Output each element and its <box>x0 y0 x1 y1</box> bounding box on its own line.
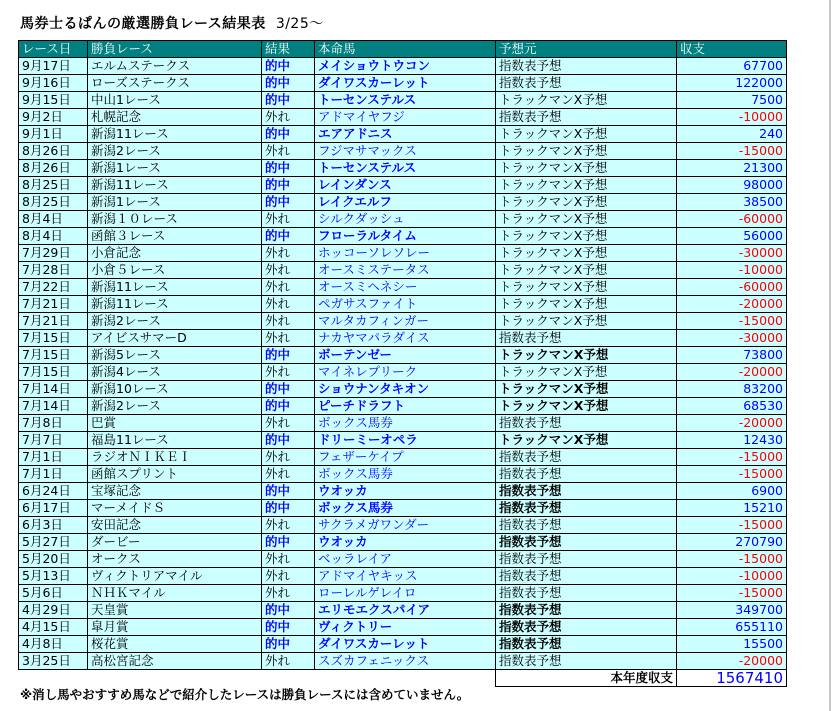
source-cell: トラックマンX予想 <box>496 92 677 109</box>
date-cell: 8月4日 <box>19 228 88 245</box>
race-cell: 小倉記念 <box>88 245 262 262</box>
amount-cell: -15000 <box>677 143 787 160</box>
amount-cell: 240 <box>677 126 787 143</box>
table-row <box>19 211 787 228</box>
horse-cell: ボックス馬券 <box>315 466 496 483</box>
results-table <box>18 40 787 687</box>
result-cell: 的中 <box>262 126 315 143</box>
date-cell: 9月17日 <box>19 58 88 75</box>
race-cell: 皐月賞 <box>88 619 262 636</box>
date-cell: 9月15日 <box>19 92 88 109</box>
race-cell: 巴賞 <box>88 415 262 432</box>
horse-cell: ローレルゲレイロ <box>315 585 496 602</box>
table-row <box>19 58 787 75</box>
amount-cell: 270790 <box>677 534 787 551</box>
horse-cell: スズカフェニックス <box>315 653 496 670</box>
result-cell: 外れ <box>262 551 315 568</box>
date-cell: 4月15日 <box>19 619 88 636</box>
horse-cell: ホッコーソレソレー <box>315 245 496 262</box>
amount-cell: -10000 <box>677 262 787 279</box>
date-cell: 3月25日 <box>19 653 88 670</box>
amount-cell: 7500 <box>677 92 787 109</box>
amount-cell: 655110 <box>677 619 787 636</box>
source-cell: トラックマンX予想 <box>496 143 677 160</box>
result-cell: 外れ <box>262 211 315 228</box>
amount-cell: -15000 <box>677 551 787 568</box>
title-date: 3/25～ <box>275 16 324 32</box>
table-row <box>19 398 787 415</box>
horse-cell: アドマイヤキッス <box>315 568 496 585</box>
race-cell: 新潟1レース <box>88 194 262 211</box>
amount-cell: -30000 <box>677 245 787 262</box>
horse-cell: サクラメガワンダー <box>315 517 496 534</box>
horse-cell: トーセンステルス <box>315 160 496 177</box>
race-cell: 新潟1レース <box>88 160 262 177</box>
header-race: 勝負レース <box>88 41 262 58</box>
race-cell: 宝塚記念 <box>88 483 262 500</box>
source-cell: 指数表予想 <box>496 653 677 670</box>
source-cell: 指数表予想 <box>496 585 677 602</box>
race-cell: 桜花賞 <box>88 636 262 653</box>
date-cell: 7月1日 <box>19 466 88 483</box>
race-cell: 函館３レース <box>88 228 262 245</box>
result-cell: 的中 <box>262 58 315 75</box>
header-horse: 本命馬 <box>315 41 496 58</box>
source-cell: トラックマンX予想 <box>496 177 677 194</box>
amount-cell: 68530 <box>677 398 787 415</box>
amount-cell: 122000 <box>677 75 787 92</box>
table-row <box>19 245 787 262</box>
date-cell: 7月15日 <box>19 364 88 381</box>
date-cell: 8月25日 <box>19 177 88 194</box>
table-row <box>19 262 787 279</box>
amount-cell: -20000 <box>677 653 787 670</box>
source-cell: トラックマンX予想 <box>496 194 677 211</box>
race-cell: 新潟5レース <box>88 347 262 364</box>
race-cell: 安田記念 <box>88 517 262 534</box>
date-cell: 5月6日 <box>19 585 88 602</box>
result-cell: 外れ <box>262 415 315 432</box>
source-cell: 指数表予想 <box>496 602 677 619</box>
date-cell: 7月28日 <box>19 262 88 279</box>
horse-cell: ウオッカ <box>315 534 496 551</box>
horse-cell: エリモエクスパイア <box>315 602 496 619</box>
horse-cell: オースミヘネシー <box>315 279 496 296</box>
race-cell: 札幌記念 <box>88 109 262 126</box>
date-cell: 7月21日 <box>19 296 88 313</box>
race-cell: 新潟2レース <box>88 398 262 415</box>
source-cell: トラックマンX予想 <box>496 381 677 398</box>
source-cell: 指数表予想 <box>496 500 677 517</box>
table-row <box>19 534 787 551</box>
date-cell: 6月24日 <box>19 483 88 500</box>
date-cell: 5月13日 <box>19 568 88 585</box>
race-cell: 新潟11レース <box>88 279 262 296</box>
horse-cell: レインダンス <box>315 177 496 194</box>
date-cell: 8月26日 <box>19 160 88 177</box>
date-cell: 7月14日 <box>19 381 88 398</box>
race-cell: ラジオＮＩＫＥＩ <box>88 449 262 466</box>
date-cell: 4月29日 <box>19 602 88 619</box>
amount-cell: -30000 <box>677 330 787 347</box>
table-row <box>19 126 787 143</box>
result-cell: 的中 <box>262 194 315 211</box>
race-cell: ダービー <box>88 534 262 551</box>
race-cell: ＮＨＫマイル <box>88 585 262 602</box>
source-cell: 指数表予想 <box>496 517 677 534</box>
date-cell: 5月20日 <box>19 551 88 568</box>
result-cell: 的中 <box>262 347 315 364</box>
source-cell: 指数表予想 <box>496 75 677 92</box>
amount-cell: -15000 <box>677 313 787 330</box>
result-cell: 外れ <box>262 449 315 466</box>
horse-cell: オースミステータス <box>315 262 496 279</box>
race-cell: 新潟11レース <box>88 126 262 143</box>
blank-cell <box>19 670 88 687</box>
table-row <box>19 347 787 364</box>
amount-cell: -20000 <box>677 296 787 313</box>
horse-cell: ベッラレイア <box>315 551 496 568</box>
source-cell: 指数表予想 <box>496 109 677 126</box>
amount-cell: 38500 <box>677 194 787 211</box>
amount-cell: 15210 <box>677 500 787 517</box>
horse-cell: レイクエルフ <box>315 194 496 211</box>
table-row <box>19 109 787 126</box>
horse-cell: ボックス馬券 <box>315 415 496 432</box>
result-cell: 外れ <box>262 364 315 381</box>
result-cell: 的中 <box>262 619 315 636</box>
source-cell: トラックマンX予想 <box>496 245 677 262</box>
blank-cell <box>262 670 315 687</box>
race-cell: 新潟11レース <box>88 296 262 313</box>
amount-cell: 56000 <box>677 228 787 245</box>
table-row <box>19 568 787 585</box>
result-cell: 外れ <box>262 517 315 534</box>
date-cell: 7月7日 <box>19 432 88 449</box>
result-cell: 的中 <box>262 228 315 245</box>
table-row <box>19 194 787 211</box>
race-cell: 小倉５レース <box>88 262 262 279</box>
race-cell: 天皇賞 <box>88 602 262 619</box>
result-cell: 的中 <box>262 500 315 517</box>
horse-cell: ヴィクトリー <box>315 619 496 636</box>
blank-cell <box>88 670 262 687</box>
source-cell: トラックマンX予想 <box>496 432 677 449</box>
blank-cell <box>315 670 496 687</box>
source-cell: トラックマンX予想 <box>496 296 677 313</box>
horse-cell: ドリーミーオペラ <box>315 432 496 449</box>
date-cell: 8月25日 <box>19 194 88 211</box>
date-cell: 9月16日 <box>19 75 88 92</box>
result-cell: 的中 <box>262 602 315 619</box>
source-cell: トラックマンX予想 <box>496 262 677 279</box>
table-row <box>19 313 787 330</box>
source-cell: 指数表予想 <box>496 551 677 568</box>
source-cell: トラックマンX予想 <box>496 126 677 143</box>
result-cell: 的中 <box>262 75 315 92</box>
header-date: レース日 <box>19 41 88 58</box>
date-cell: 8月26日 <box>19 143 88 160</box>
header-source: 予想元 <box>496 41 677 58</box>
table-row <box>19 636 787 653</box>
table-row <box>19 551 787 568</box>
amount-cell: -15000 <box>677 466 787 483</box>
result-cell: 外れ <box>262 653 315 670</box>
amount-cell: 12430 <box>677 432 787 449</box>
result-cell: 的中 <box>262 398 315 415</box>
race-cell: 高松宮記念 <box>88 653 262 670</box>
source-cell: 指数表予想 <box>496 415 677 432</box>
table-row <box>19 653 787 670</box>
result-cell: 外れ <box>262 279 315 296</box>
race-cell: マーメイドＳ <box>88 500 262 517</box>
result-cell: 外れ <box>262 143 315 160</box>
race-cell: アイビスサマーD <box>88 330 262 347</box>
source-cell: 指数表予想 <box>496 534 677 551</box>
race-cell: 新潟2レース <box>88 313 262 330</box>
source-cell: 指数表予想 <box>496 636 677 653</box>
total-value: 1567410 <box>677 670 787 687</box>
result-cell: 的中 <box>262 534 315 551</box>
race-cell: 新潟4レース <box>88 364 262 381</box>
date-cell: 6月3日 <box>19 517 88 534</box>
amount-cell: -20000 <box>677 415 787 432</box>
title-text: 馬券士るぱんの厳選勝負レース結果表 <box>20 16 266 32</box>
source-cell: 指数表予想 <box>496 330 677 347</box>
result-cell: 的中 <box>262 177 315 194</box>
table-row <box>19 449 787 466</box>
source-cell: トラックマンX予想 <box>496 279 677 296</box>
horse-cell: ボーテンゼー <box>315 347 496 364</box>
amount-cell: 21300 <box>677 160 787 177</box>
table-row <box>19 500 787 517</box>
amount-cell: -20000 <box>677 364 787 381</box>
date-cell: 7月22日 <box>19 279 88 296</box>
date-cell: 7月29日 <box>19 245 88 262</box>
horse-cell: ショウナンタキオン <box>315 381 496 398</box>
amount-cell: -15000 <box>677 585 787 602</box>
date-cell: 4月8日 <box>19 636 88 653</box>
amount-cell: -15000 <box>677 517 787 534</box>
date-cell: 6月17日 <box>19 500 88 517</box>
source-cell: 指数表予想 <box>496 449 677 466</box>
date-cell: 9月2日 <box>19 109 88 126</box>
table-body <box>19 58 787 670</box>
result-cell: 的中 <box>262 483 315 500</box>
amount-cell: 15500 <box>677 636 787 653</box>
horse-cell: アドマイヤフジ <box>315 109 496 126</box>
amount-cell: -60000 <box>677 279 787 296</box>
source-cell: トラックマンX予想 <box>496 347 677 364</box>
table-row <box>19 381 787 398</box>
amount-cell: 349700 <box>677 602 787 619</box>
table-row <box>19 75 787 92</box>
amount-cell: -60000 <box>677 211 787 228</box>
amount-cell: -15000 <box>677 449 787 466</box>
horse-cell: フェザーケイプ <box>315 449 496 466</box>
horse-cell: ボックス馬券 <box>315 500 496 517</box>
result-cell: 外れ <box>262 466 315 483</box>
amount-cell: 98000 <box>677 177 787 194</box>
date-cell: 7月1日 <box>19 449 88 466</box>
table-row <box>19 517 787 534</box>
race-cell: ヴィクトリアマイル <box>88 568 262 585</box>
table-row <box>19 92 787 109</box>
table-row <box>19 415 787 432</box>
horse-cell: トーセンステルス <box>315 92 496 109</box>
result-cell: 的中 <box>262 160 315 177</box>
amount-cell: 73800 <box>677 347 787 364</box>
horse-cell: ダイワスカーレット <box>315 636 496 653</box>
result-cell: 外れ <box>262 262 315 279</box>
table-row <box>19 602 787 619</box>
race-cell: ローズステークス <box>88 75 262 92</box>
source-cell: トラックマンX予想 <box>496 364 677 381</box>
source-cell: トラックマンX予想 <box>496 160 677 177</box>
source-cell: 指数表予想 <box>496 483 677 500</box>
race-cell: 新潟10レース <box>88 381 262 398</box>
amount-cell: 67700 <box>677 58 787 75</box>
date-cell: 9月1日 <box>19 126 88 143</box>
table-row <box>19 177 787 194</box>
total-label: 本年度収支 <box>496 670 677 687</box>
horse-cell: シルクダッシュ <box>315 211 496 228</box>
horse-cell: ピーチドラフト <box>315 398 496 415</box>
result-cell: 外れ <box>262 568 315 585</box>
race-cell: 中山1レース <box>88 92 262 109</box>
source-cell: 指数表予想 <box>496 568 677 585</box>
amount-cell: -10000 <box>677 109 787 126</box>
result-cell: 外れ <box>262 245 315 262</box>
result-cell: 外れ <box>262 585 315 602</box>
result-cell: 外れ <box>262 313 315 330</box>
date-cell: 5月27日 <box>19 534 88 551</box>
horse-cell: メイショウトウコン <box>315 58 496 75</box>
footnote: ※消し馬やおすすめ馬などで紹介したレースは勝負レースには含めていません。 <box>20 687 470 702</box>
race-cell: 新潟１０レース <box>88 211 262 228</box>
result-cell: 的中 <box>262 381 315 398</box>
race-cell: 新潟11レース <box>88 177 262 194</box>
source-cell: 指数表予想 <box>496 466 677 483</box>
amount-cell: 83200 <box>677 381 787 398</box>
table-row <box>19 279 787 296</box>
horse-cell: ナカヤマパラダイス <box>315 330 496 347</box>
date-cell: 7月14日 <box>19 398 88 415</box>
table-row <box>19 143 787 160</box>
source-cell: 指数表予想 <box>496 58 677 75</box>
source-cell: トラックマンX予想 <box>496 398 677 415</box>
race-cell: 函館スプリント <box>88 466 262 483</box>
result-cell: 的中 <box>262 92 315 109</box>
table-row <box>19 432 787 449</box>
horse-cell: ダイワスカーレット <box>315 75 496 92</box>
result-cell: 的中 <box>262 432 315 449</box>
table-row <box>19 466 787 483</box>
amount-cell: -10000 <box>677 568 787 585</box>
horse-cell: ペガサスファイト <box>315 296 496 313</box>
source-cell: トラックマンX予想 <box>496 211 677 228</box>
table-row <box>19 585 787 602</box>
result-cell: 外れ <box>262 109 315 126</box>
date-cell: 7月21日 <box>19 313 88 330</box>
table-row <box>19 483 787 500</box>
race-cell: 福島11レース <box>88 432 262 449</box>
source-cell: 指数表予想 <box>496 619 677 636</box>
table-row <box>19 296 787 313</box>
source-cell: トラックマンX予想 <box>496 228 677 245</box>
amount-cell: 6900 <box>677 483 787 500</box>
table-row <box>19 160 787 177</box>
header-result: 結果 <box>262 41 315 58</box>
date-cell: 7月15日 <box>19 347 88 364</box>
table-row <box>19 228 787 245</box>
race-cell: オークス <box>88 551 262 568</box>
date-cell: 7月15日 <box>19 330 88 347</box>
header-amount: 収支 <box>677 41 787 58</box>
table-row <box>19 619 787 636</box>
horse-cell: マイネレプリーク <box>315 364 496 381</box>
result-cell: 外れ <box>262 330 315 347</box>
total-row <box>19 670 787 687</box>
horse-cell: マルタカフィンガー <box>315 313 496 330</box>
race-cell: 新潟2レース <box>88 143 262 160</box>
date-cell: 7月8日 <box>19 415 88 432</box>
page-title <box>20 13 324 33</box>
result-cell: 外れ <box>262 296 315 313</box>
horse-cell: フローラルタイム <box>315 228 496 245</box>
date-cell: 8月4日 <box>19 211 88 228</box>
header-row <box>19 41 787 58</box>
horse-cell: フジマサマックス <box>315 143 496 160</box>
table-row <box>19 364 787 381</box>
source-cell: トラックマンX予想 <box>496 313 677 330</box>
race-cell: エルムステークス <box>88 58 262 75</box>
horse-cell: ウオッカ <box>315 483 496 500</box>
horse-cell: エアアドニス <box>315 126 496 143</box>
result-cell: 的中 <box>262 636 315 653</box>
table-row <box>19 330 787 347</box>
